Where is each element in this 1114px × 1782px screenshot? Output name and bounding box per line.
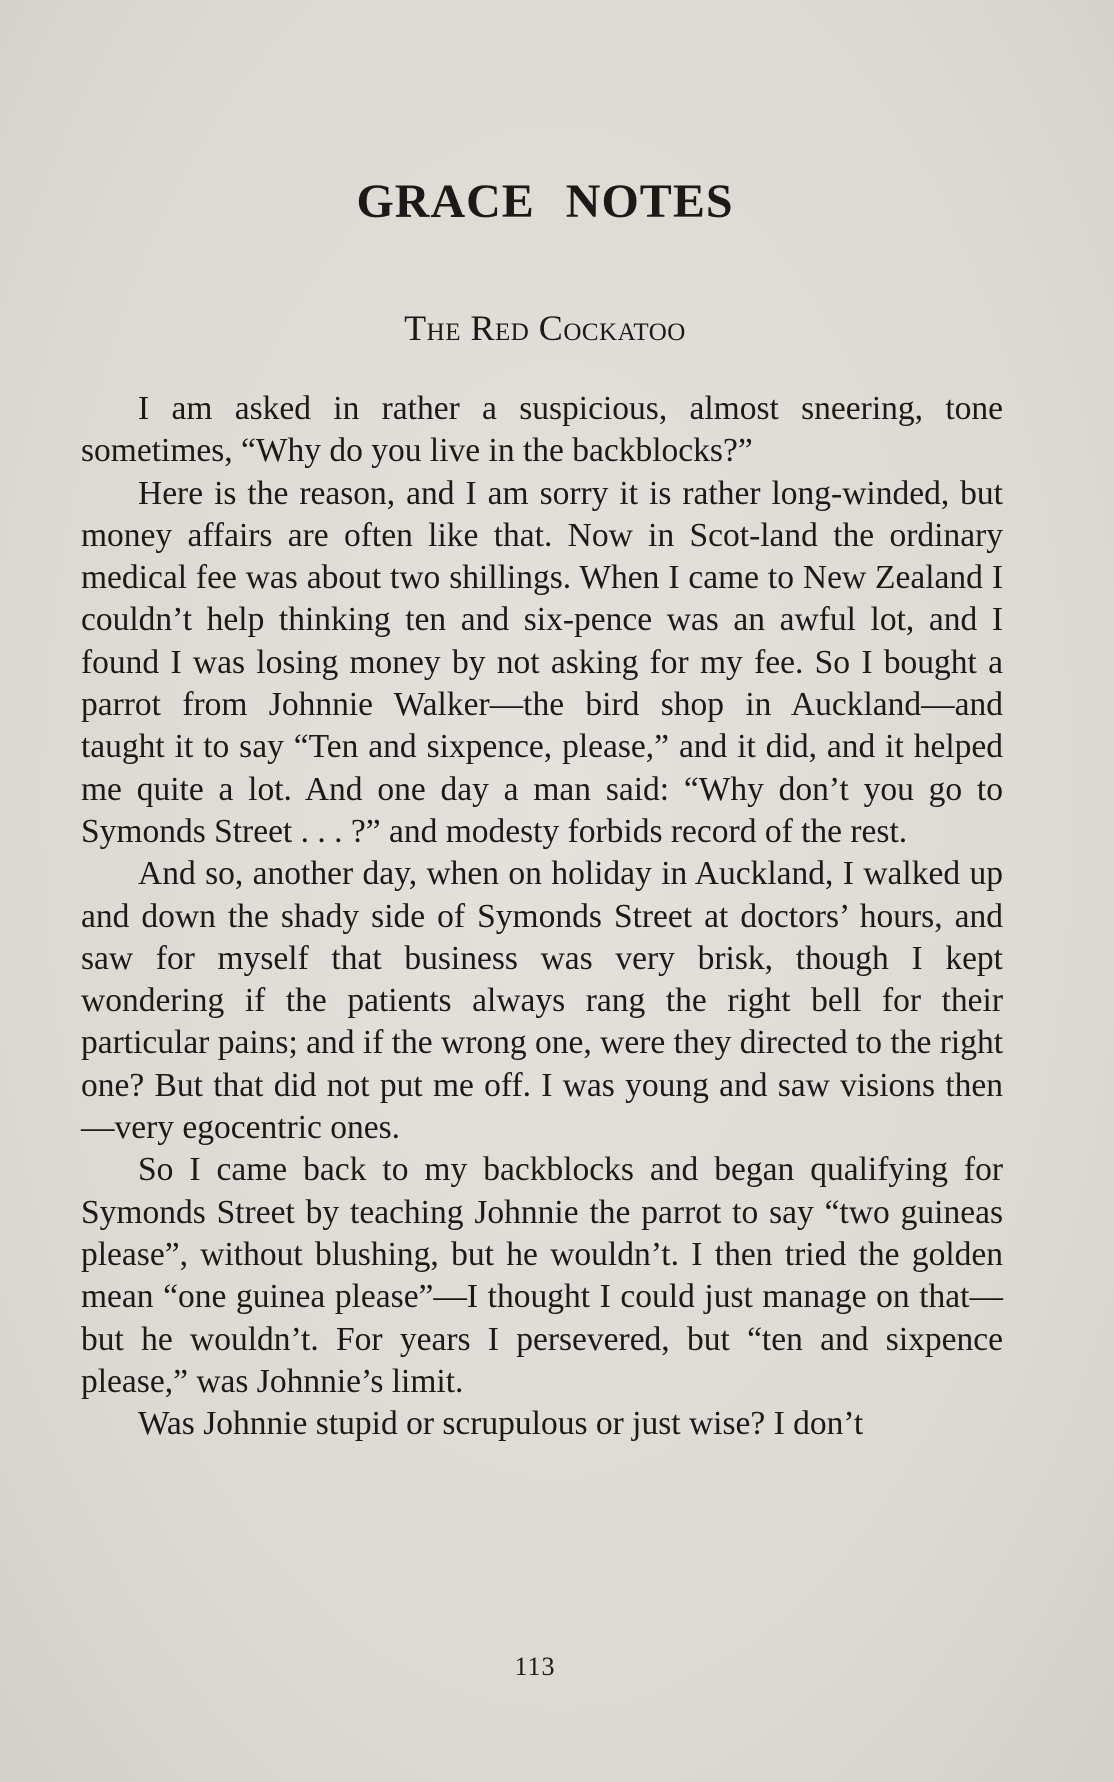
paragraph: So I came back to my backblocks and began qualifying for Symonds Street by teaching Johnnie the parrot to say “two guineas please”, without blushing, but he wouldn’t. I then tried the golden mean “one guinea please”—I thought I could just manage on that—but he wouldn’t. For years I persevered, but “ten and sixpence please,” was Johnnie’s limit. — [81, 1151, 1003, 1400]
paragraph: Here is the reason, and I am sorry it is rather long‐winded, but money affairs are often like that. Now in Scot‐land the ordinary medical fee was about two shillings. When I came to New Zealand I couldn’t help thinking ten and six‐pence was an awful lot, and I found I was losing money by not asking for my fee. So I bought a parrot from Johnnie Walker—the bird shop in Auckland—and taught it to say “Ten and sixpence, please,” and it did, and it helped me quite a lot. And one day a man said: “Why don’t you go to Symonds Street . . . ?” and modesty forbids record of the rest. — [81, 474, 1003, 850]
page-number: 113 — [514, 1652, 556, 1681]
paragraph: I am asked in rather a suspicious, almost sneering, tone sometimes, “Why do you live in the backblocks?” — [81, 390, 1003, 470]
paragraph: And so, another day, when on holiday in Auckland, I walked up and down the shady side of Symonds Street at doctors’ hours, and saw for myself that business was very brisk, though I kept wondering if the patients always rang the right bell for their particular pains; and if the wrong one, were they directed to the right one? But that did not put me off. I was young and saw visions then—very egocentric ones. — [81, 855, 1003, 1147]
body-text — [81, 388, 1003, 1445]
paragraph: Was Johnnie stupid or scrupulous or just wise? I don’t — [138, 1405, 864, 1443]
chapter-title: GRACE NOTES — [356, 175, 734, 228]
section-heading: The Red Cockatoo — [404, 308, 686, 348]
